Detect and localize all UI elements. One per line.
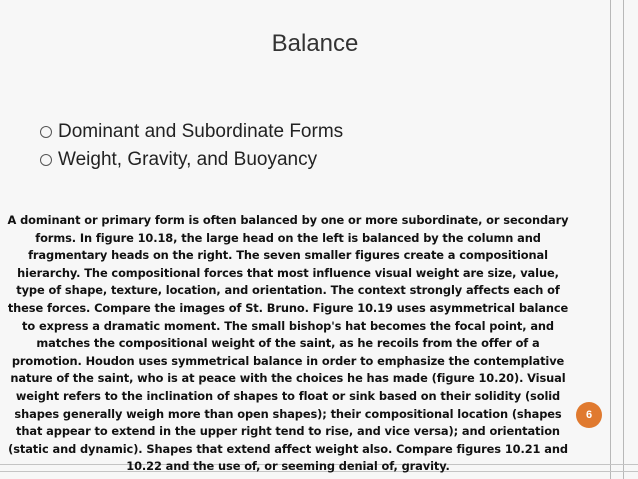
bullet-item bbox=[40, 118, 560, 146]
bullet-list bbox=[40, 118, 560, 174]
bullet-text: Dominant and Subordinate Forms bbox=[58, 121, 344, 142]
bullet-text: Weight, Gravity, and Buoyancy bbox=[58, 149, 318, 170]
slide-title: Balance bbox=[271, 30, 359, 57]
page-number-badge: 6 bbox=[576, 402, 602, 428]
slide-frame-line bbox=[610, 0, 611, 479]
circle-bullet-icon bbox=[40, 154, 52, 166]
slide-frame-line bbox=[623, 0, 624, 479]
circle-bullet-icon bbox=[40, 126, 52, 138]
bullet-item bbox=[40, 146, 560, 174]
body-paragraph: A dominant or primary form is often balanced by one or more subordinate, or secondary forms. In figure 10.18, the large head on the left is balanced by the column and fragmentary heads on the right. The seven smaller figures create a compositional hierarchy. The compositional forces that most influence visual weight are size, value, type of shape, texture, location, and orientation. The context strongly affects each of these forces. Compare the images of St. Bruno. Figure 10.19 uses asymmetrical balance to express a dramatic moment. The small bishop's hat becomes the focal point, and matches the compositional weight of the saint, as he recoils from the offer of a promotion. Houdon uses symmetrical balance in order to emphasize the contemplative nature of the saint, who is at peace with the choices he has made (figure 10.20). Visual weight refers to the inclination of shapes to float or sink based on their solidity (solid shapes generally weigh more than open shapes); their compositional location (shapes that appear to extend in the upper right tend to rise, and vice versa); and orientation (static and dynamic). Shapes that extend affect weight also. Compare figures 10.21 and 10.22 and the use of, or seeming denial of, gravity. bbox=[7, 213, 569, 474]
